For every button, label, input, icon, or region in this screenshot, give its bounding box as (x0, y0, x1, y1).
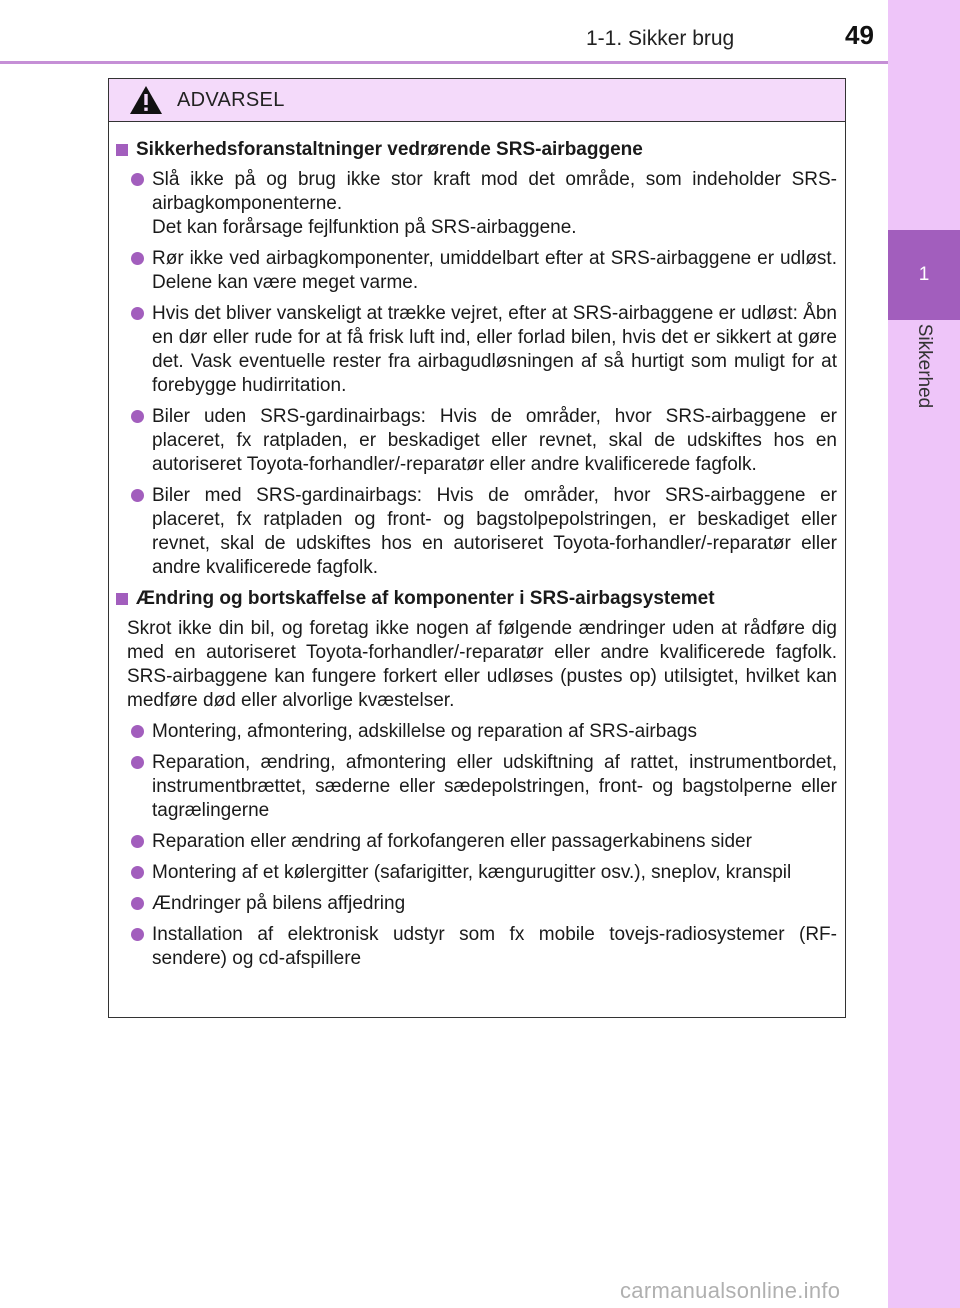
list-item: Rør ikke ved airbagkomponenter, umiddelbart efter at SRS-airbaggene er udløst. Delene kan være meget varme. (113, 247, 837, 295)
bullet-icon (131, 866, 144, 879)
warning-content (109, 122, 845, 971)
chapter-number: 1 (888, 230, 960, 320)
list-item: Installation af elektronisk udstyr som fx mobile tovejs-radiosystemer (RF-sendere) og cd-afspillere (113, 923, 837, 971)
chapter-label: Sikkerhed (914, 323, 935, 409)
page-number: 49 (845, 20, 874, 50)
warning-header (109, 79, 845, 122)
square-bullet-icon (116, 144, 128, 156)
bullet-icon (131, 307, 144, 320)
list-item: Slå ikke på og brug ikke stor kraft mod det område, som indeholder SRS-airbagkomponenterne. Det kan forårsage fejlfunktion på SRS-airbaggene. (113, 168, 837, 240)
bullet-icon (131, 928, 144, 941)
chapter-side-tab (888, 0, 960, 1308)
bullet-icon (131, 897, 144, 910)
bullet-icon (131, 410, 144, 423)
list-item: Montering, afmontering, adskillelse og reparation af SRS-airbags (113, 720, 837, 744)
bullet-icon (131, 489, 144, 502)
warning-title: ADVARSEL (177, 88, 285, 111)
section-heading: Ændring og bortskaffelse af komponenter i SRS-airbagsystemet (113, 587, 837, 611)
watermark: carmanualsonline.info (620, 1278, 841, 1303)
bullet-icon (131, 725, 144, 738)
bullet-icon (131, 835, 144, 848)
list-item: Reparation, ændring, afmontering eller udskiftning af rattet, instrumentbordet, instrumentbrættet, sæderne eller sædepolstringen, front- og bagstolperne eller tagrælingerne (113, 751, 837, 823)
section-intro: Skrot ikke din bil, og foretag ikke nogen af følgende ændringer uden at rådføre dig med en autoriseret Toyota-forhandler/-reparatør eller andre kvalificerede fagfolk. SRS-airbaggene kan fungere forkert eller udløses (pustes op) utilsigtet, hvilket kan medføre død eller alvorlige kvæstelser. (127, 618, 837, 711)
list-item: Ændringer på bilens affjedring (113, 892, 837, 916)
warning-triangle-icon (129, 85, 163, 115)
bullet-icon (131, 173, 144, 186)
section-title: 1-1. Sikker brug (586, 27, 735, 50)
list-item: Hvis det bliver vanskeligt at trække vejret, efter at SRS-airbaggene er udløst: Åbn en dør eller rude for at få frisk luft ind, eller forlad bilen, hvis det er sikkert at gøre det. Vask eventuelle rester fra airbagudløsningen af så hurtigt som muligt for at forebygge hudirritation. (113, 302, 837, 398)
square-bullet-icon (116, 593, 128, 605)
section-heading: Sikkerhedsforanstaltninger vedrørende SRS-airbaggene (113, 138, 837, 162)
list-item: Biler med SRS-gardinairbags: Hvis de områder, hvor SRS-airbaggene er placeret, fx ratpladen og front- og bagstolpepolstringen, er beskadiget eller revnet, skal de udskiftes hos en autoriseret Toyota-forhandler/-reparatør eller andre kvalificerede fagfolk. (113, 484, 837, 580)
bullet-icon (131, 756, 144, 769)
header-divider (0, 61, 888, 64)
list-item: Reparation eller ændring af forkofangeren eller passagerkabinens sider (113, 830, 837, 854)
bullet-icon (131, 252, 144, 265)
list-item: Biler uden SRS-gardinairbags: Hvis de områder, hvor SRS-airbaggene er placeret, fx ratpladen, er beskadiget eller revnet, skal de udskiftes hos en autoriseret Toyota-forhandler/-reparatør eller andre kvalificerede fagfolk. (113, 405, 837, 477)
list-item: Montering af et kølergitter (safarigitter, kængurugitter osv.), sneplov, kranspil (113, 861, 837, 885)
warning-box (108, 78, 846, 1018)
